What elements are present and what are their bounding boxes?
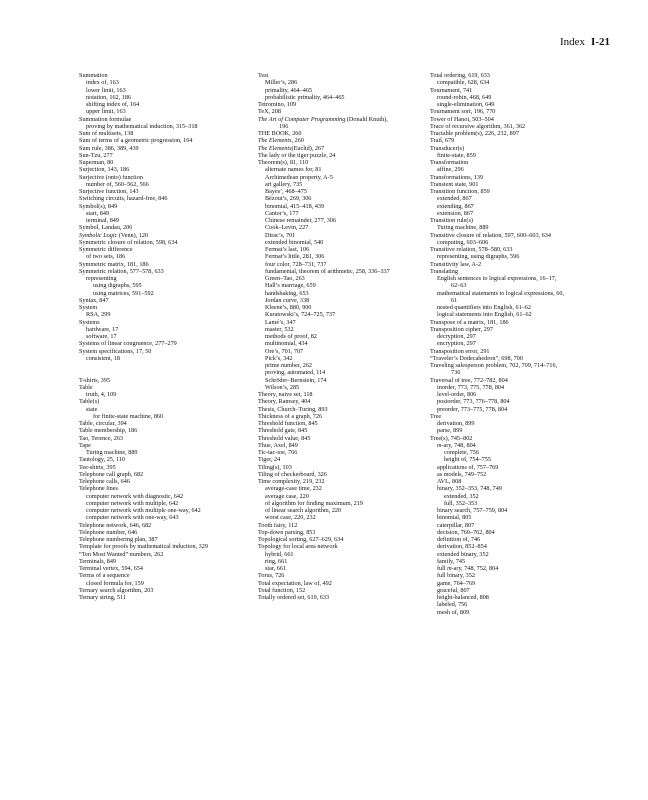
index-entry: “Ten Most Wanted” numbers, 262	[79, 550, 164, 558]
index-entry: Translating	[430, 267, 458, 275]
index-subentry: game, 764–769	[437, 579, 476, 587]
index-subentry: caterpillar, 807	[437, 521, 475, 529]
index-entry: Top-down parsing, 853	[258, 528, 316, 536]
index-subentry: extended, 867	[437, 195, 472, 203]
index-entry: T-shirts, 395	[79, 376, 111, 384]
index-entry: Total expectation, law of, 492	[258, 579, 332, 587]
index-subentry: derivation, 899	[437, 420, 475, 427]
index-subentry: binary search, 757–759, 804	[437, 507, 508, 514]
index-entry: Trail, 679	[430, 137, 455, 145]
index-subentry: Hall’s marriage, 659	[265, 282, 316, 290]
index-subentry: parse, 899	[437, 427, 463, 435]
index-subentry: Cantor’s, 177	[265, 209, 299, 217]
index-subentry: Dirac’s, 701	[265, 231, 296, 239]
index-entry: System specifications, 17, 50	[79, 347, 152, 355]
index-entry: Theory, Ramsey, 404	[258, 398, 311, 406]
index-subentry: height-balanced, 808	[437, 594, 489, 601]
index-subentry: upper limit, 163	[86, 108, 126, 116]
index-subentry: probabilistic primality, 464–465	[265, 93, 345, 101]
index-entry: Systems	[79, 318, 100, 326]
index-entry: Table	[79, 383, 93, 391]
index-entry: Theorem(s), 81, 110	[258, 159, 309, 166]
index-column-2	[258, 72, 448, 601]
index-entry: The Elements, 260	[258, 137, 304, 145]
index-entry: Threshold function, 845	[258, 420, 318, 427]
index-entry: Test	[258, 72, 269, 79]
index-entry: Transpose of a matrix, 181, 186	[430, 318, 509, 326]
index-subentry: m-ary, 748, 804	[437, 441, 476, 449]
index-subentry: index of, 163	[86, 79, 119, 87]
index-subentry: Kleene’s, 880, 900	[265, 304, 312, 311]
index-subentry: computer network with diagnostic, 642	[86, 492, 184, 500]
index-subentry: extended binomial, 540	[265, 238, 324, 246]
index-subentry: Chinese remainder, 277, 306	[265, 217, 337, 224]
index-entry: Tetromino, 109	[258, 101, 297, 108]
index-entry: Tournament sort, 196, 770	[430, 108, 496, 116]
letter-section-gap	[79, 369, 269, 376]
index-entry: System	[79, 304, 98, 311]
index-entry: Table membership, 186	[79, 427, 138, 435]
header-index-label: Index	[560, 36, 586, 48]
index-entry: Topology for local area network	[258, 543, 338, 551]
index-entry: Traversal of tree, 772–782, 804	[430, 376, 508, 384]
index-entry: Tooth fairy, 112	[258, 521, 298, 529]
index-subentry: affine, 296	[437, 166, 464, 174]
index-subentry: definition of, 746	[437, 536, 481, 543]
index-entry: Terminals, 849	[79, 557, 117, 565]
index-subentry: computer network with multiple, 642	[86, 499, 179, 507]
index-entry: Tiling of checkerboard, 326	[258, 470, 327, 478]
index-entry: Transition rule(s)	[430, 217, 473, 224]
index-subentry: ring, 661	[265, 557, 288, 565]
index-entry: Transition function, 859	[430, 188, 490, 195]
index-entry: Sun-Tzu, 277	[79, 151, 113, 159]
index-entry: Symbolic Logic (Venn), 120	[79, 231, 149, 239]
index-entry: Transitive closure of relation, 597, 600–603, 634	[430, 231, 551, 239]
index-subentry: RSA, 299	[86, 311, 111, 319]
index-subentry: terminal, 849	[86, 217, 119, 224]
index-entry: Table(s)	[79, 398, 100, 406]
index-subentry: full, 352–353	[444, 499, 478, 507]
index-subentry: prime number, 262	[265, 362, 313, 369]
index-entry: Symmetric difference	[79, 246, 133, 253]
index-entry: Transducer(s)	[430, 144, 465, 152]
index-subentry: fundamental, theorem of arithmetic, 258, 336–337	[265, 267, 390, 275]
index-subentry: Miller’s, 286	[265, 79, 298, 87]
index-subentry: logical statements into English, 61–62	[437, 311, 532, 319]
index-subentry: as models, 749–752	[437, 470, 487, 478]
index-entry: Tic-tac-toe, 766	[258, 449, 298, 456]
index-entry: Symbol, Landau, 206	[79, 224, 133, 232]
index-entry: Time complexity, 219, 232	[258, 478, 325, 485]
index-subentry: proving by mathematical induction, 315–318	[86, 122, 198, 130]
index-entry: Ternary string, 511	[79, 594, 126, 601]
index-column-1	[79, 72, 269, 601]
index-entry: Terminal vertex, 594, 654	[79, 565, 144, 572]
index-entry: Total function, 152	[258, 586, 306, 594]
page-header	[560, 36, 610, 48]
page-number: I-21	[591, 36, 610, 48]
index-entry: Traveling salesperson problem, 702, 709, 714–716,	[430, 362, 558, 369]
index-entry: Switching circuits, hazard-free, 846	[79, 195, 168, 203]
letter-section-gap	[79, 362, 269, 369]
index-subentry: Schröder–Bernstein, 174	[265, 376, 327, 384]
index-subentry: start, 849	[86, 209, 110, 217]
index-subentry: for finite-state machine, 860	[93, 412, 164, 420]
index-subentry: derivation, 852–854	[437, 543, 487, 551]
index-subentry: Turing machine, 889	[86, 449, 138, 456]
index-entry: Symmetric relation, 577–578, 633	[79, 267, 164, 275]
index-subentry: shifting index of, 164	[86, 101, 140, 108]
index-entry: Telephone lines	[79, 485, 118, 493]
index-entry: Thickness of a graph, 726	[258, 412, 323, 420]
index-subentry: handshaking, 653	[265, 289, 309, 297]
index-subentry: Cook–Levin, 227	[265, 224, 309, 232]
index-entry: Summation formulae	[79, 115, 132, 123]
index-subentry: hybrid, 661	[265, 550, 294, 558]
index-entry: Transitivity law, A-2	[430, 260, 482, 268]
index-subentry: compatible, 628, 634	[437, 79, 490, 87]
index-subentry: number of, 560–562, 566	[86, 180, 149, 188]
index-subentry: star, 661	[265, 565, 287, 572]
index-subentry: Lamé’s, 347	[265, 318, 296, 326]
index-subentry: of linear search algorithm, 220	[265, 507, 342, 514]
index-subentry: consistent, 18	[86, 354, 121, 362]
index-subentry: extended, 352	[444, 492, 479, 500]
index-entry: Threshold value, 845	[258, 434, 311, 442]
index-subentry: computer network with one-way, 643	[86, 514, 179, 522]
index-subentry: full m-ary, 748, 752, 804	[437, 565, 499, 572]
index-subentry: 196	[279, 122, 289, 130]
index-subentry: family, 745	[437, 557, 466, 565]
index-subentry: finite-state, 859	[437, 151, 476, 159]
index-subentry: postorder, 773, 776–778, 804	[437, 398, 510, 406]
index-subentry: lower limit, 163	[86, 86, 126, 94]
index-subentry: 61	[451, 296, 458, 304]
index-entry: Surjection, 143, 186	[79, 166, 130, 174]
index-entry: Threshold gate, 845	[258, 427, 308, 435]
index-entry: Thue, Axel, 849	[258, 441, 298, 449]
index-subentry: level-order, 806	[437, 391, 477, 398]
index-subentry: binomial, 415–418, 439	[265, 202, 325, 210]
index-entry: Symmetric matrix, 181, 186	[79, 260, 149, 268]
index-entry: Sum rule, 386, 389, 439	[79, 144, 139, 152]
index-subentry: Kuratowski’s, 724–725, 737	[265, 311, 336, 319]
index-subentry: Bézout’s, 269, 306	[265, 195, 312, 203]
index-subentry: average-case time, 232	[265, 485, 322, 493]
index-entry: Sum of multisets, 138	[79, 130, 134, 137]
index-subentry: single-elimination, 649	[437, 101, 495, 108]
index-subentry: Fermat’s last, 106	[265, 246, 310, 253]
index-subentry: labeled, 756	[437, 601, 468, 609]
index-subentry: Fermat’s little, 281, 306	[265, 253, 325, 261]
index-entry: Topological sorting, 627–629, 634	[258, 536, 344, 543]
index-subentry: software, 17	[86, 333, 117, 340]
index-entry: Torus, 726	[258, 572, 285, 580]
index-entry: Terms of a sequence	[79, 572, 130, 580]
index-entry: Telephone call graph, 682	[79, 470, 144, 478]
index-subentry: of algorithm for finding maximum, 219	[265, 499, 363, 507]
index-subentry: inorder, 773, 775, 778, 804	[437, 383, 505, 391]
index-entry: Tiger, 24	[258, 456, 281, 464]
index-subentry: nested quantifiers into English, 61–62	[437, 304, 532, 311]
index-subentry: extending, 867	[437, 202, 474, 210]
index-subentry: state	[86, 405, 98, 413]
index-subentry: using matrices, 591–592	[93, 289, 154, 297]
index-entry: Symmetric closure of relation, 598, 634	[79, 238, 178, 246]
index-subentry: master, 532	[265, 325, 294, 333]
index-entry: Tower of Hanoi, 503–504	[430, 115, 494, 123]
index-entry: Surjective (onto) function	[79, 173, 143, 181]
index-subentry: binary, 352–353, 748, 749	[437, 485, 502, 493]
index-subentry: Pick’s, 342	[265, 354, 293, 362]
index-entry: Total ordering, 619, 633	[430, 72, 490, 79]
index-subentry: AVL, 808	[437, 478, 462, 485]
index-entry: Tournament, 741	[430, 86, 473, 94]
index-entry: Trace of recursive algorithm, 361, 362	[430, 122, 526, 130]
index-subentry: multinomial, 434	[265, 340, 308, 348]
index-entry: “Traveler’s Dodecahedron”, 698, 700	[430, 354, 523, 362]
index-subentry: height of, 754–755	[444, 456, 491, 464]
index-entry: Tee-shirts, 395	[79, 463, 116, 471]
index-subentry: round-robin, 468, 649	[437, 93, 492, 101]
index-subentry: encryption, 297	[437, 340, 476, 348]
index-subentry: art gallery, 735	[265, 180, 303, 188]
index-entry: Thesis, Church–Turing, 893	[258, 405, 328, 413]
index-entry: Surjective function, 143	[79, 188, 139, 195]
index-entry: Telephone network, 646, 682	[79, 521, 152, 529]
index-subentry: mathematical statements to logical expressions, 60,	[437, 289, 564, 297]
index-subentry: Bayes’, 468–475	[265, 188, 307, 195]
index-subentry: graceful, 807	[437, 586, 470, 594]
index-subentry: notation, 162, 186	[86, 93, 132, 101]
index-entry: The Art of Computer Programming (Donald Knuth),	[258, 115, 388, 123]
index-subentry: average case, 220	[265, 492, 309, 500]
index-subentry: computing, 603–606	[437, 238, 489, 246]
index-entry: Tiling(s), 103	[258, 463, 292, 471]
index-subentry: primality, 464–465	[265, 86, 313, 94]
index-subentry: using digraphs, 595	[93, 282, 142, 290]
index-entry: Tree	[430, 412, 442, 420]
index-entry: Superman, 80	[79, 159, 114, 166]
index-subentry: methods of proof, 82	[265, 333, 317, 340]
index-subentry: Archimedean property, A-5	[265, 173, 333, 181]
index-subentry: applications of, 757–769	[437, 463, 499, 471]
index-subentry: Wilson’s, 285	[265, 383, 300, 391]
index-entry: Theory, naive set, 118	[258, 391, 313, 398]
index-entry: Transformations, 139	[430, 173, 484, 181]
index-subentry: Turing machine, 889	[437, 224, 489, 232]
index-entry: Telephone calls, 646	[79, 478, 130, 485]
index-column-3	[430, 72, 620, 616]
index-entry: Tractable problem(s), 226, 232, 897	[430, 130, 519, 137]
index-subentry: worst case, 220, 232	[265, 514, 316, 522]
index-subentry: English sentences to logical expressions, 16–17,	[437, 275, 557, 282]
index-subentry: Green–Tao, 263	[265, 275, 305, 282]
index-entry: Transformation	[430, 159, 469, 166]
index-entry: Sum of terms of a geometric progression, 164	[79, 137, 193, 145]
index-subentry: computer network with multiple one-way, 642	[86, 507, 201, 514]
index-entry: Symbol(s), 849	[79, 202, 118, 210]
index-entry: TeX, 208	[258, 108, 281, 116]
index-entry: Summation	[79, 72, 108, 79]
index-entry: Template for proofs by mathematical induction, 329	[79, 543, 208, 551]
index-entry: Transposition error, 291	[430, 347, 490, 355]
index-entry: Systems of linear congruence, 277–279	[79, 340, 177, 348]
index-entry: The Elements(Euclid), 267	[258, 144, 325, 152]
index-subentry: Jordan curve, 338	[265, 296, 310, 304]
index-subentry: representing, using digraphs, 596	[437, 253, 520, 261]
index-entry: Transient state, 901	[430, 180, 479, 188]
index-entry: Tao, Terence, 263	[79, 434, 124, 442]
index-subentry: extended binary, 352	[437, 550, 489, 558]
index-subentry: full binary, 352	[437, 572, 475, 580]
index-entry: Tape	[79, 441, 91, 449]
index-subentry: truth, 4, 109	[86, 391, 117, 398]
index-entry: THE BOOK, 260	[258, 130, 302, 137]
index-subentry: decision, 760–762, 804	[437, 528, 495, 536]
index-subentry: 62–63	[451, 282, 467, 290]
index-subentry: decryption, 297	[437, 333, 476, 340]
index-entry: Transposition cipher, 297	[430, 325, 493, 333]
index-subentry: of two sets, 186	[86, 253, 126, 261]
index-subentry: proving, automated, 114	[265, 369, 326, 377]
index-entry: Totally ordered set, 619, 633	[258, 594, 330, 601]
index-subentry: 736	[451, 369, 461, 377]
index-subentry: extension, 867	[437, 209, 474, 217]
index-entry: Telephone number, 646	[79, 528, 138, 536]
index-subentry: preorder, 773–775, 778, 804	[437, 405, 508, 413]
index-subentry: binomial, 805	[437, 514, 472, 522]
index-entry: Tautology, 25, 110	[79, 456, 126, 464]
index-subentry: four color, 728–731, 737	[265, 260, 327, 268]
index-entry: Ternary search algorithm, 203	[79, 586, 154, 594]
index-entry: The lady or the tiger puzzle, 24	[258, 151, 336, 159]
index-subentry: alternate names for, 81	[265, 166, 322, 174]
index-entry: Transitive relation, 578–580, 633	[430, 246, 513, 253]
index-subentry: mesh of, 809	[437, 608, 470, 616]
index-subentry: hardware, 17	[86, 325, 119, 333]
index-entry: Table, circular, 394	[79, 420, 127, 427]
index-subentry: complete, 756	[444, 449, 480, 456]
index-entry: Tree(s), 745–802	[430, 434, 473, 442]
index-subentry: representing	[86, 275, 117, 282]
index-subentry: closed formula for, 159	[86, 579, 144, 587]
index-subentry: Ore’s, 701, 707	[265, 347, 304, 355]
index-entry: Telephone numbering plan, 387	[79, 536, 158, 543]
index-entry: Syntax, 847	[79, 296, 109, 304]
